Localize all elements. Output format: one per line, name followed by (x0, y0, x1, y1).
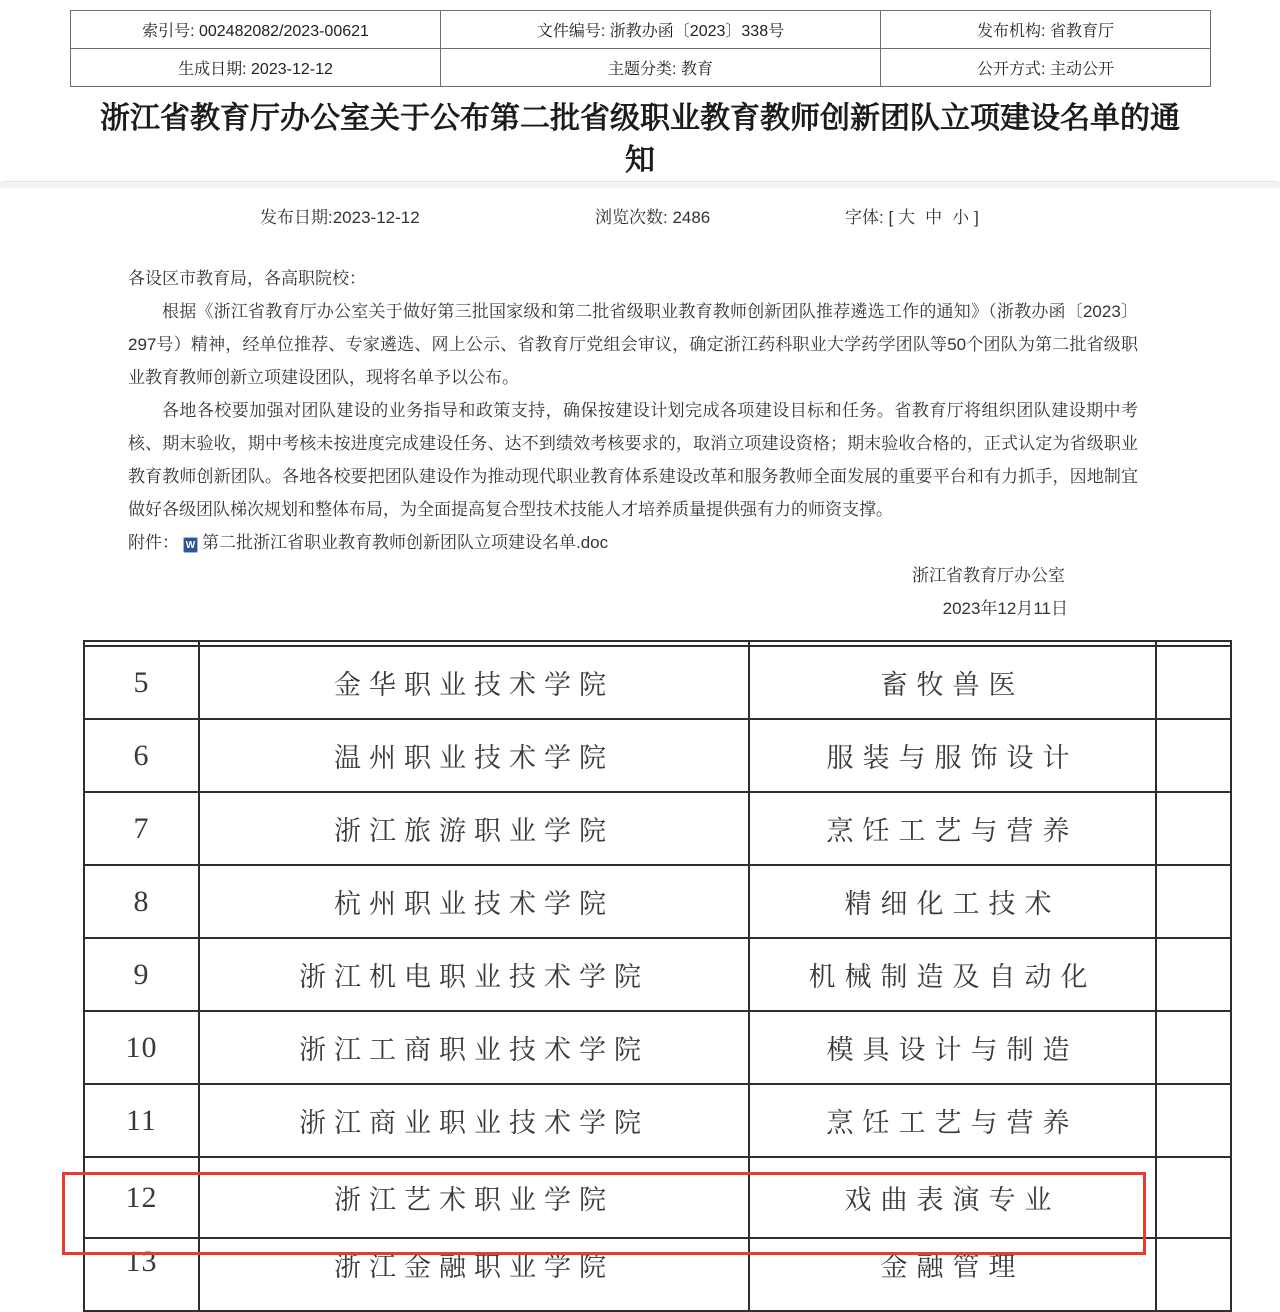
paragraph-requirements: 各地各校要加强对团队建设的业务指导和政策支持，确保按建设计划完成各项建设目标和任务。省教育厅将组织团队建设期中考核、期末验收，期中考核未按进度完成建设任务、达不到绩效考核要求的，取消立项建设资格；期末验收合格的，正式认定为省级职业教育教师创新团队。各地各校要把团队建设作为推动现代职业教育体系建设改革和服务教师全面发展的重要平台和有力抓手，因地制宜做好各级团队梯次规划和整体布局，为全面提高复合型技术技能人才培养质量提供强有力的师资支撑。 (128, 401, 1138, 519)
document-body (128, 262, 1138, 625)
row-number: 11 (84, 1084, 199, 1157)
table-row (84, 719, 1231, 792)
institution-name: 浙江金融职业学院 (199, 1238, 749, 1311)
empty-cell (1156, 938, 1231, 1011)
empty-cell (1156, 1157, 1231, 1238)
word-doc-icon: W (183, 537, 198, 553)
row-number: 6 (84, 719, 199, 792)
institution-name: 浙江商业职业技术学院 (199, 1084, 749, 1157)
signature-date: 2023年12月11日 (942, 599, 1068, 618)
meta-cell-issuer: 发布机构: 省教育厅 (881, 11, 1211, 49)
empty-cell (1156, 1238, 1231, 1311)
publish-date: 发布日期:2023-12-12 (260, 208, 420, 227)
institution-name: 浙江旅游职业学院 (199, 792, 749, 865)
table-row (84, 865, 1231, 938)
program-name: 戏曲表演专业 (749, 1157, 1156, 1238)
empty-cell (1156, 719, 1231, 792)
meta-cell-topic: 主题分类: 教育 (441, 49, 881, 87)
program-name: 金融管理 (749, 1238, 1156, 1311)
row-number: 9 (84, 938, 199, 1011)
font-size-small-button[interactable]: 小 (952, 208, 970, 227)
table-row (84, 1011, 1231, 1084)
row-number: 10 (84, 1011, 199, 1084)
meta-cell-index-number: 索引号: 002482082/2023-00621 (71, 11, 441, 49)
attachment-line (128, 526, 1138, 559)
font-size-label: 字体: [ (845, 208, 894, 227)
row-number: 7 (84, 792, 199, 865)
institution-name: 温州职业技术学院 (199, 719, 749, 792)
paragraph-basis: 根据《浙江省教育厅办公室关于做好第三批国家级和第二批省级职业教育教师创新团队推荐遴选工作的通知》（浙教办函〔2023〕297号）精神，经单位推荐、专家遴选、网上公示、省教育厅党组会审议，确定浙江药科职业大学药学团队等50个团队为第二批省级职业教育教师创新立项建设团队，现将名单予以公布。 (128, 302, 1138, 387)
salutation: 各设区市教育局，各高职院校： (128, 269, 366, 288)
institution-name: 金华职业技术学院 (199, 646, 749, 719)
row-number: 8 (84, 865, 199, 938)
table-row (84, 646, 1231, 719)
team-list-table (83, 640, 1232, 1312)
view-count: 浏览次数: 2486 (595, 208, 711, 227)
font-size-picker (845, 203, 979, 228)
program-name: 模具设计与制造 (749, 1011, 1156, 1084)
attachment-label: 附件： (128, 533, 179, 552)
title-divider (0, 181, 1280, 188)
empty-cell (1156, 792, 1231, 865)
table-row (84, 1084, 1231, 1157)
table-row-clipped-bottom (84, 1238, 1231, 1311)
table-row (84, 938, 1231, 1011)
table-row (84, 792, 1231, 865)
program-name: 精细化工技术 (749, 865, 1156, 938)
font-size-medium-button[interactable]: 中 (925, 208, 943, 227)
page-title: 浙江省教育厅办公室关于公布第二批省级职业教育教师创新团队立项建设名单的通知 (100, 102, 1180, 177)
empty-cell (1156, 1011, 1231, 1084)
attachment-link[interactable]: 第二批浙江省职业教育教师创新团队立项建设名单.doc (202, 533, 609, 552)
table-row-highlighted (84, 1157, 1231, 1238)
empty-cell (1156, 646, 1231, 719)
row-number: 5 (84, 646, 199, 719)
document-meta-table (70, 10, 1211, 87)
program-name: 烹饪工艺与营养 (749, 792, 1156, 865)
signature-org: 浙江省教育厅办公室 (912, 566, 1065, 585)
institution-name: 浙江机电职业技术学院 (199, 938, 749, 1011)
program-name: 机械制造及自动化 (749, 938, 1156, 1011)
program-name: 畜牧兽医 (749, 646, 1156, 719)
institution-name: 浙江工商职业技术学院 (199, 1011, 749, 1084)
row-number: 13 (84, 1238, 199, 1311)
empty-cell (1156, 1084, 1231, 1157)
institution-name: 杭州职业技术学院 (199, 865, 749, 938)
font-size-bracket: ] (974, 208, 979, 227)
empty-cell (1156, 865, 1231, 938)
program-name: 烹饪工艺与营养 (749, 1084, 1156, 1157)
program-name: 服装与服饰设计 (749, 719, 1156, 792)
meta-cell-create-date: 生成日期: 2023-12-12 (71, 49, 441, 87)
row-number: 12 (84, 1157, 199, 1238)
font-size-large-button[interactable]: 大 (898, 208, 916, 227)
publish-meta-row (0, 203, 1280, 227)
meta-cell-doc-number: 文件编号: 浙教办函〔2023〕338号 (441, 11, 881, 49)
institution-name: 浙江艺术职业学院 (199, 1157, 749, 1238)
meta-cell-open-mode: 公开方式: 主动公开 (881, 49, 1211, 87)
